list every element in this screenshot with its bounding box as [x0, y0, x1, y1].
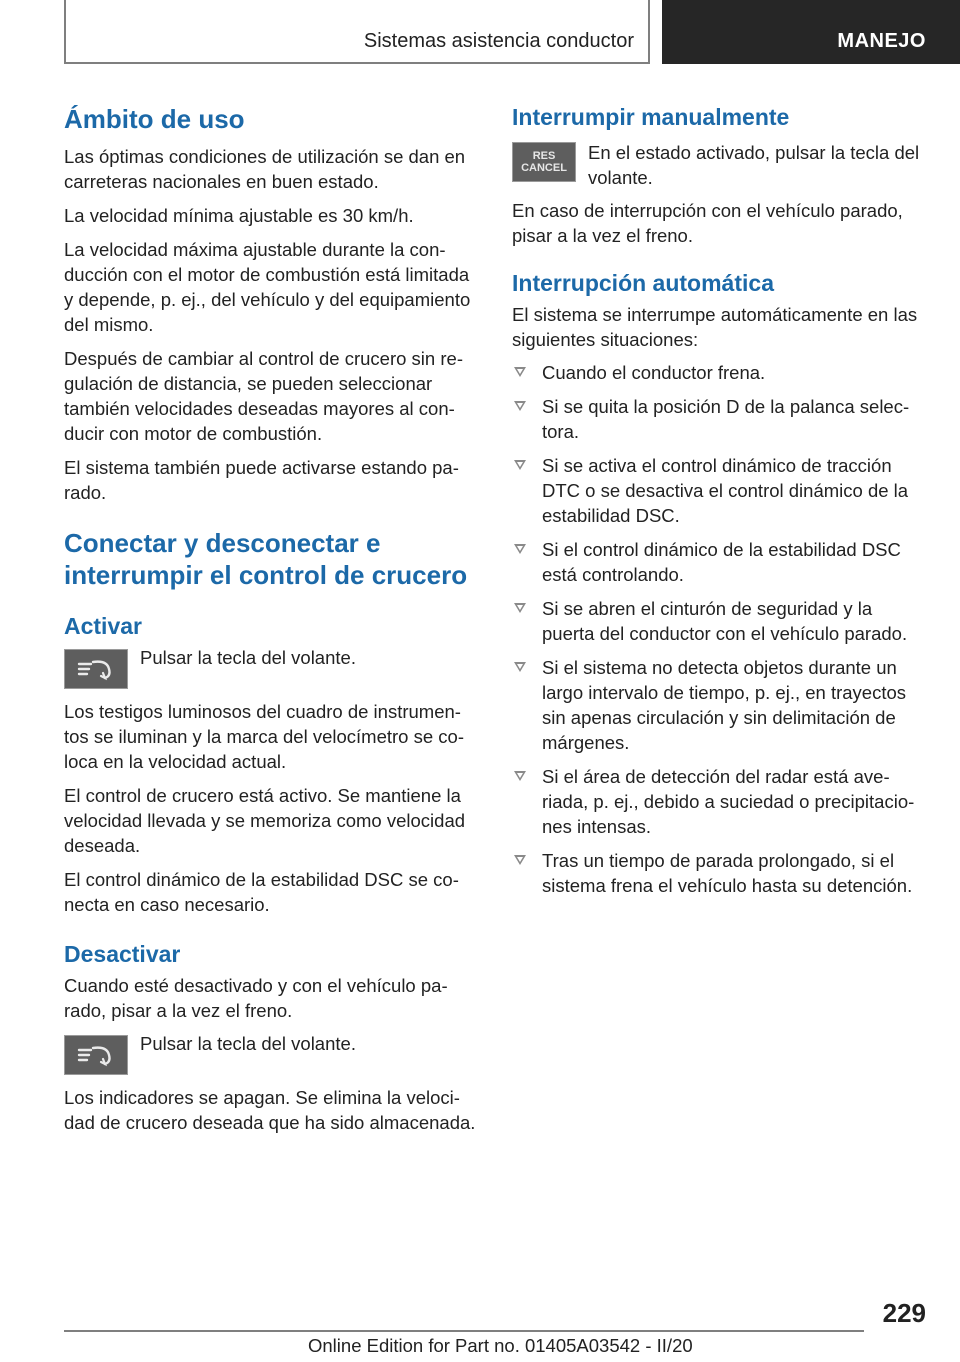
list-item: Si el sistema no detecta objetos durante un largo intervalo de tiempo, p. ej., en trayectos sin apenas circulación y sin delimitación de márgenes.	[512, 655, 926, 755]
heading-activar: Activar	[64, 613, 142, 639]
list-item: Si se quita la posición D de la palanca selectora.	[512, 394, 926, 444]
paragraph: La velocidad máxima ajustable durante la conducción con el motor de combustión está limitada y depende, p. ej., del vehículo y del equipamiento del mismo.	[64, 239, 471, 335]
paragraph: El control dinámico de la estabilidad DSC se conecta en caso necesario.	[64, 869, 459, 915]
page-number: 229	[882, 1298, 926, 1328]
paragraph: El sistema también puede activarse estando parado.	[64, 457, 459, 503]
res-label: RES	[532, 150, 556, 162]
left-column	[64, 100, 478, 1135]
list-item: Si el área de detección del radar está averiada, p. ej., debido a suciedad o precipitaciones intensas.	[512, 764, 926, 839]
paragraph: En caso de interrupción con el vehículo parado, pisar a la vez el freno.	[512, 200, 903, 246]
activar-instruction	[64, 645, 478, 693]
manual-instruction	[512, 140, 926, 190]
header-section-tab	[662, 0, 960, 64]
heading-interrumpir-manual: Interrumpir manualmente	[512, 104, 790, 130]
paragraph: Después de cambiar al control de crucero sin regulación de distancia, se pueden seleccionar también velocidades deseadas mayores al conducir con motor de combustión.	[64, 348, 463, 444]
footer-edition: Online Edition for Part no. 01405A03542 - II/20	[308, 1335, 693, 1356]
triangle-bullet-icon	[514, 367, 526, 377]
triangle-bullet-icon	[514, 544, 526, 554]
footer-divider	[64, 1330, 864, 1332]
icon-caption: En el estado activado, pulsar la tecla del volante.	[588, 142, 920, 188]
paragraph: El control de crucero está activo. Se mantiene la velocidad llevada y se memoriza como velocidad deseada.	[64, 785, 466, 856]
icon-caption: Pulsar la tecla del volante.	[140, 647, 356, 668]
list-item: Cuando el conductor frena.	[512, 360, 926, 385]
triangle-bullet-icon	[514, 460, 526, 470]
header-title: Sistemas asistencia conductor	[363, 30, 634, 52]
list-item: Si se abren el cinturón de seguridad y la puerta del conductor con el vehículo parado.	[512, 596, 926, 646]
cruise-control-button-icon	[64, 649, 128, 689]
paragraph: Cuando esté desactivado y con el vehículo parado, pisar a la vez el freno.	[64, 975, 448, 1021]
situations-list	[512, 360, 926, 898]
cancel-label: CANCEL	[521, 162, 567, 174]
header-left-box	[64, 0, 650, 64]
paragraph: La velocidad mínima ajustable es 30 km/h.	[64, 205, 414, 226]
res-cancel-button-icon	[512, 142, 576, 182]
list-item: Si el control dinámico de la estabilidad DSC está controlando.	[512, 537, 926, 587]
heading-desactivar: Desactivar	[64, 941, 181, 967]
triangle-bullet-icon	[514, 855, 526, 865]
icon-caption: Pulsar la tecla del volante.	[140, 1033, 356, 1054]
list-item: Si se activa el control dinámico de tracción DTC o se desactiva el control dinámico de la estabilidad DSC.	[512, 453, 926, 528]
list-item: Tras un tiempo de parada prolongado, si el sistema frena el vehículo hasta su detención.	[512, 848, 926, 898]
paragraph: Los indicadores se apagan. Se elimina la velocidad de crucero deseada que ha sido almacenada.	[64, 1087, 476, 1133]
desactivar-instruction	[64, 1031, 478, 1079]
triangle-bullet-icon	[514, 401, 526, 411]
triangle-bullet-icon	[514, 603, 526, 613]
header-section-label: MANEJO	[837, 30, 926, 52]
paragraph: El sistema se interrumpe automáticamente en las siguientes situaciones:	[512, 304, 918, 350]
triangle-bullet-icon	[514, 771, 526, 781]
heading-ambito: Ámbito de uso	[64, 104, 245, 134]
heading-conectar: Conectar y desconectar e interrumpir el control de crucero	[64, 528, 468, 590]
cruise-control-button-icon	[64, 1035, 128, 1075]
paragraph: Las óptimas condiciones de utilización se dan en carreteras nacionales en buen estado.	[64, 146, 466, 192]
right-column	[512, 100, 926, 907]
heading-interrupcion-auto: Interrupción automática	[512, 270, 774, 296]
paragraph: Los testigos luminosos del cuadro de instrumentos se iluminan y la marca del velocímetro se coloca en la velocidad actual.	[64, 701, 464, 772]
triangle-bullet-icon	[514, 662, 526, 672]
